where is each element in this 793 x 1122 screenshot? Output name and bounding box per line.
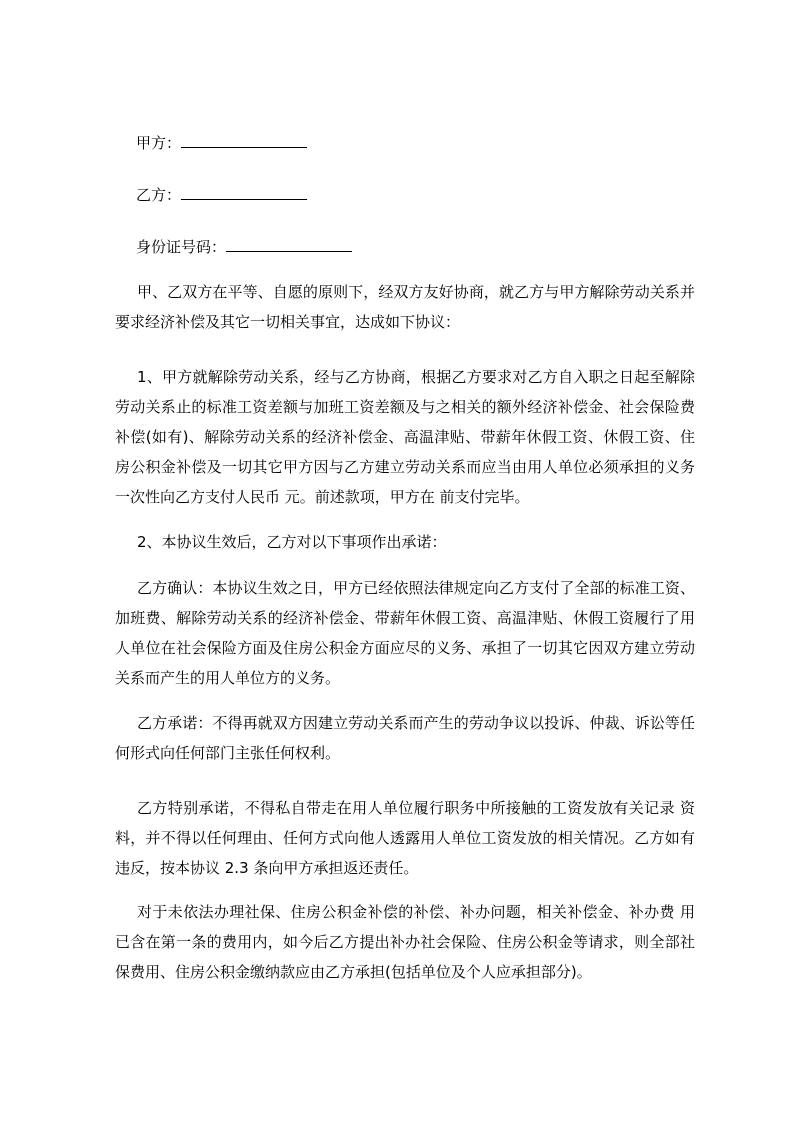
party-b-blank	[181, 185, 307, 200]
confirmation-paragraph: 乙方确认：本协议生效之日，甲方已经依照法律规定向乙方支付了全部的标准工资、加班费、解除劳动关系的经济补偿金、带薪年休假工资、高温津贴、休假工资履行了用人单位在社会保险方面及住房公积金方面应尽的义务、承担了一切其它因双方建立劳动关系而产生的用人单位方的义务。	[115, 579, 695, 687]
id-number-label: 身份证号码：	[136, 238, 227, 256]
clause-2-paragraph: 2、本协议生效后，乙方对以下事项作出承诺：	[137, 533, 447, 551]
id-number-line	[136, 237, 352, 257]
commitment-paragraph: 乙方承诺：不得再就双方因建立劳动关系而产生的劳动争议以投诉、仲裁、诉讼等任何形式向任何部门主张任何权利。	[115, 714, 695, 762]
party-b-line	[136, 185, 307, 205]
special-commitment-paragraph: 乙方特别承诺，不得私自带走在用人单位履行职务中所接触的工资发放有关记录 资料，并不得以任何理由、任何方式向他人透露用人单位工资发放的相关情况。乙方如有违反，按本协议 2.3 条向甲方承担返还责任。	[115, 799, 695, 877]
party-a-line	[136, 133, 307, 153]
party-a-blank	[181, 133, 307, 148]
preamble-paragraph: 甲、乙双方在平等、自愿的原则下，经双方友好协商，就乙方与甲方解除劳动关系并要求经济补偿及其它一切相关事宜，达成如下协议：	[115, 283, 695, 331]
clause-1-paragraph: 1、甲方就解除劳动关系，经与乙方协商，根据乙方要求对乙方自入职之日起至解除劳动关系止的标准工资差额与加班工资差额及与之相关的额外经济补偿金、社会保险费补偿(如有)、解除劳动关系的经济补偿金、高温津贴、带薪年休假工资、休假工资、住房公积金补偿及一切其它甲方因与乙方建立劳动关系而应当由用人单位必须承担的义务一次性向乙方支付人民币 元。前述款项，甲方在 前支付完毕。	[115, 368, 695, 506]
social-insurance-paragraph: 对于未依法办理社保、住房公积金补偿的补偿、补办问题，相关补偿金、补办费 用已含在第一条的费用内，如今后乙方提出补办社会保险、住房公积金等请求，则全部社保费用、住房公积金缴纳款应由乙方承担(包括单位及个人应承担部分)。	[115, 903, 695, 981]
party-b-label: 乙方：	[136, 186, 182, 204]
party-a-label: 甲方：	[136, 134, 182, 152]
id-number-blank	[226, 237, 352, 252]
